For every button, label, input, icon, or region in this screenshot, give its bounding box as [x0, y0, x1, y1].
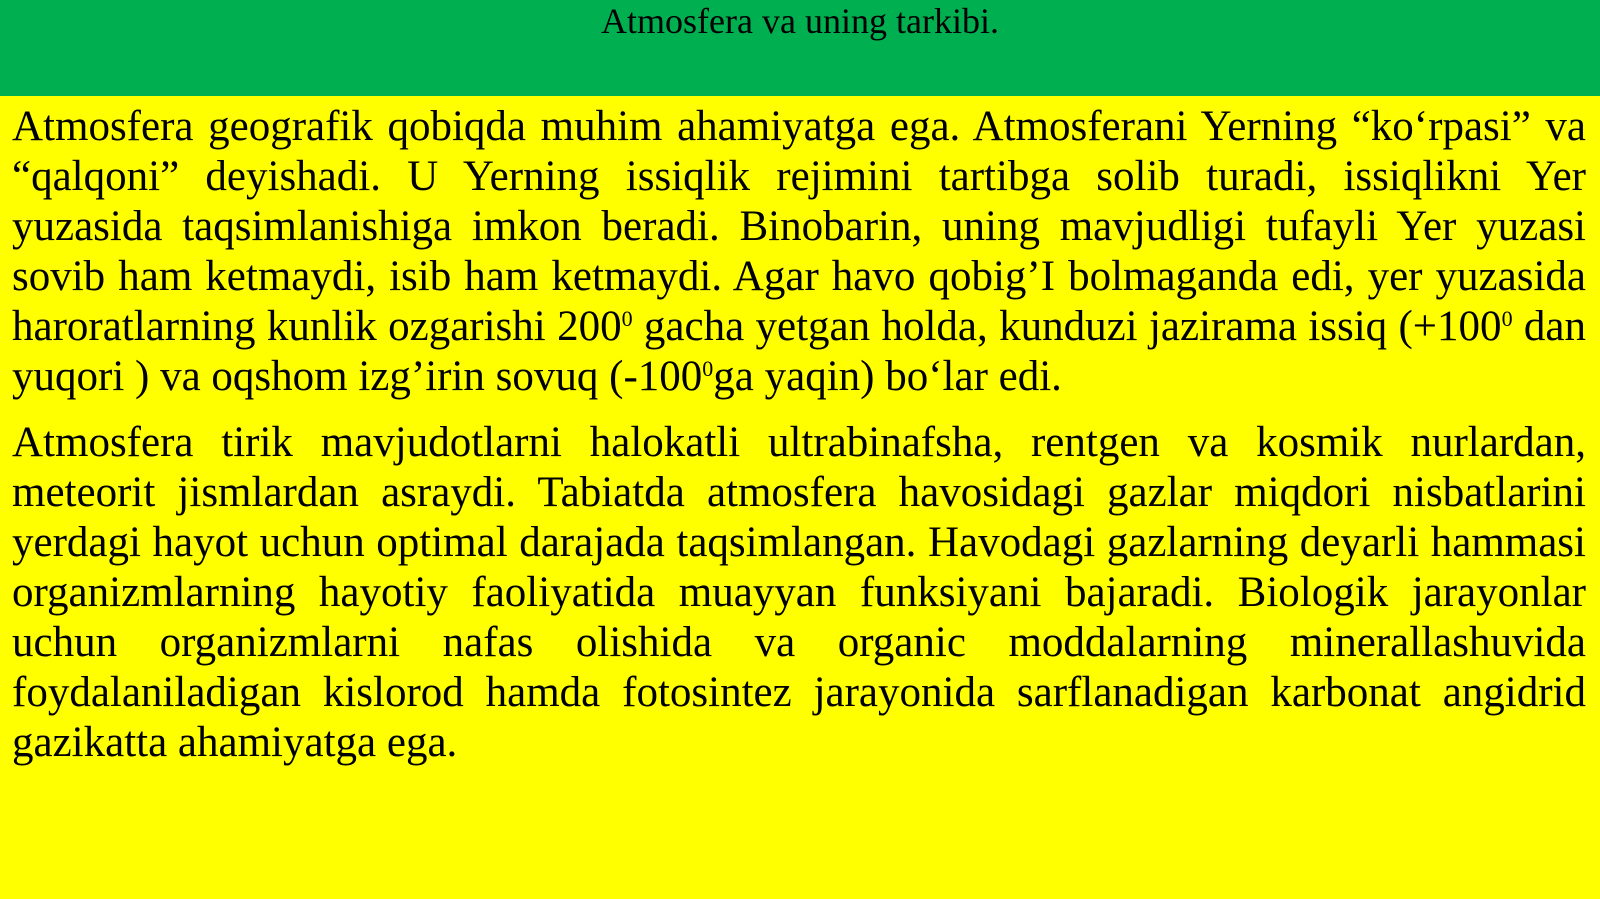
slide-content — [12, 102, 1586, 768]
paragraph-1-text-1: Atmosfera geografik qobiqda muhim ahamiyatga ega. Atmosferani Yerning “ko‘rpasi” va “qalqoni” deyishadi. U Yerning issiqlik rejimini tartibga solib turadi, issiqlikni Yer yuzasida taqsimlanishiga imkon beradi. Binobarin, uning mavjudligi tufayli Yer yuzasi sovib ham ketmaydi, isib ham ketmaydi. Agar havo qobig’I bolmaganda edi, yer yuzasida haroratlarning kunlik ozgarishi 200 — [12, 103, 1586, 350]
slide-title: Atmosfera va uning tarkibi. — [601, 1, 999, 41]
degree-superscript-2: 0 — [1501, 306, 1513, 331]
degree-superscript-3: 0 — [702, 356, 714, 381]
paragraph-1 — [12, 102, 1586, 402]
paragraph-1-text-4: ga yaqin) bo‘lar edi. — [713, 353, 1062, 400]
degree-superscript-1: 0 — [621, 306, 633, 331]
paragraph-2: Atmosfera tirik mavjudotlarni halokatli ultrabinafsha, rentgen va kosmik nurlardan, meteorit jismlardan asraydi. Tabiatda atmosfera havosidagi gazlar miqdori nisbatlarini yerdagi hayot uchun optimal darajada taqsimlangan. Havodagi gazlarning deyarli hammasi organizmlarning hayotiy faoliyatida muayyan funksiyani bajaradi. Biologik jarayonlar uchun organizmlarni nafas olishida va organic moddalarning minerallashuvida foydalaniladigan kislorod hamda fotosintez jarayonida sarflanadigan karbonat angidrid gazikatta ahamiyatga ega. — [12, 419, 1586, 766]
header-bar — [0, 0, 1600, 96]
paragraph-1-text-3: dan yuqori ) va oqshom izg’irin sovuq (-100 — [12, 303, 1586, 400]
paragraph-1-text-2: gacha yetgan holda, kunduzi jazirama issiq (+100 — [632, 303, 1502, 350]
